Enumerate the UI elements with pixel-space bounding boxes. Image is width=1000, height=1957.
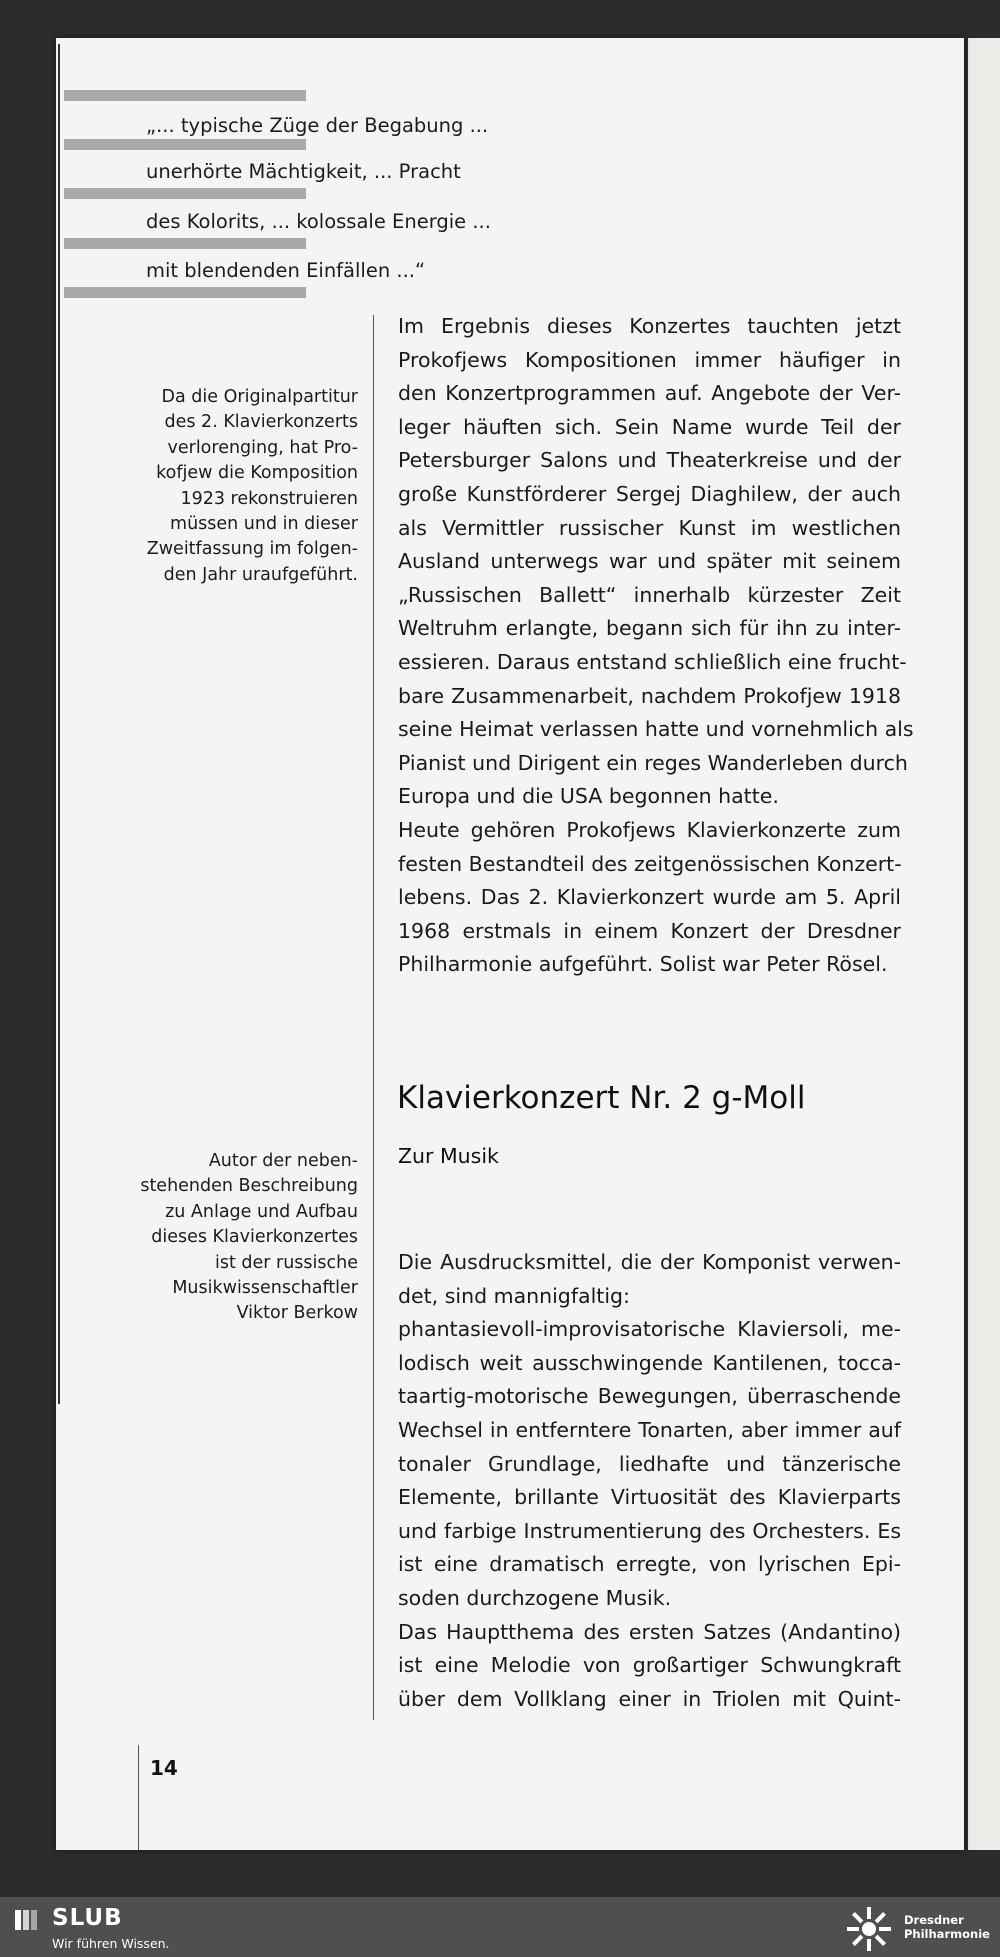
quote-stripe (64, 287, 306, 298)
body-paragraph-top (398, 310, 914, 982)
text-line: ist eine dramatisch erregte, von lyrischen Epi- (398, 1552, 901, 1577)
text-line: Wechsel in entferntere Tonarten, aber immer auf (398, 1417, 901, 1442)
sidenote-line: Viktor Berkow (236, 1303, 358, 1324)
text-line: lebens. Das 2. Klavierkonzert wurde am 5. April (398, 885, 901, 910)
sidenote-original-score (120, 385, 358, 588)
text-line: Elemente, brillante Virtuosität des Klavierparts (398, 1485, 901, 1510)
body-paragraph-bottom (398, 1246, 901, 1716)
text-line: 1968 erstmals in einem Konzert der Dresdner (398, 918, 901, 943)
quote-stripe (64, 90, 306, 101)
text-line: den Konzertprogrammen auf. Angebote der Ver- (398, 381, 901, 406)
sidenote-line: müssen und in dieser (170, 514, 358, 535)
text-line: Petersburger Salons und Theaterkreise und der (398, 448, 901, 473)
text-line: und farbige Instrumentierung des Orchesters. Es (398, 1518, 901, 1543)
text-line: phantasievoll-improvisatorische Klaviersoli, me- (398, 1317, 901, 1342)
quote-line: unerhörte Mächtigkeit, ... Pracht (146, 160, 461, 183)
text-line: große Kunstförderer Sergej Diaghilew, der auch (398, 481, 901, 506)
sidenote-line: Autor der neben- (208, 1151, 358, 1171)
text-line: über dem Vollklang einer in Triolen mit Quint- (398, 1686, 901, 1711)
slub-logo-icon (14, 1908, 38, 1932)
philharmonie-name-line: Dresdner (904, 1913, 964, 1927)
text-line: essieren. Daraus entstand schließlich eine frucht- (398, 649, 907, 674)
quote-line: „... typische Züge der Begabung ... (146, 114, 489, 137)
sidenote-line: ist der russische (214, 1252, 358, 1273)
text-line: seine Heimat verlassen hatte und vornehmlich als (398, 717, 914, 742)
text-line: bare Zusammenarbeit, nachdem Prokofjew 1918 (398, 683, 901, 708)
quote-stripe (64, 139, 306, 150)
section-subheading: Zur Musik (398, 1144, 499, 1168)
text-line: festen Bestandteil des zeitgenössischen Konzert- (398, 851, 902, 876)
text-line: soden durchzogene Musik. (398, 1585, 672, 1610)
quote-stripe (64, 238, 306, 249)
sidenote-line: des 2. Klavierkonzerts (164, 412, 358, 433)
sidenote-line: kofjew die Komposition (156, 463, 358, 484)
quote-stripe (64, 188, 306, 199)
text-line: Weltruhm erlangte, begann sich für ihn zu inter- (398, 616, 901, 641)
sidenote-line: Musikwissenschaftler (172, 1278, 358, 1299)
text-line: det, sind mannigfaltig: (398, 1283, 630, 1308)
text-line: Philharmonie aufgeführt. Solist war Peter Rösel. (398, 952, 888, 977)
text-line: Ausland unterwegs war und später mit seinem (398, 549, 901, 574)
sidenote-line: stehenden Beschreibung (140, 1176, 358, 1197)
sidenote-line: Da die Originalpartitur (161, 387, 358, 407)
slub-tagline: Wir führen Wissen. (52, 1936, 170, 1951)
sidenote-line: den Jahr uraufgeführt. (163, 564, 358, 585)
sidenote-author (120, 1149, 358, 1327)
philharmonie-name-line: Philharmonie (904, 1927, 990, 1941)
text-line: Europa und die USA begonnen hatte. (398, 784, 779, 809)
sidenote-line: dieses Klavierkonzertes (151, 1227, 358, 1248)
page-binding-edge (58, 44, 60, 1404)
text-line: lodisch weit ausschwingende Kantilenen, tocca- (398, 1350, 901, 1375)
sidenote-line: verlorenging, hat Pro- (167, 437, 358, 458)
quote-line: des Kolorits, ... kolossale Energie ... (146, 210, 491, 233)
text-line: Heute gehören Prokofjews Klavierkonzerte zum (398, 817, 901, 842)
text-line: ist eine Melodie von großartiger Schwungkraft (398, 1653, 901, 1678)
text-line: als Vermittler russischer Kunst im westlichen (398, 515, 901, 540)
slub-name: SLUB (52, 1905, 123, 1931)
text-line: Im Ergebnis dieses Konzertes tauchten jetzt (398, 314, 901, 338)
text-line: Prokofjews Kompositionen immer häufiger in (398, 347, 901, 372)
text-line: taartig-motorische Bewegungen, überraschende (398, 1384, 901, 1409)
column-divider (373, 315, 374, 1720)
text-line: „Russischen Ballett“ innerhalb kürzester Zeit (398, 582, 901, 607)
text-line: Das Hauptthema des ersten Satzes (Andantino) (398, 1619, 901, 1644)
sidenote-line: 1923 rekonstruieren (180, 488, 358, 509)
sidenote-line: zu Anlage und Aufbau (165, 1201, 358, 1222)
page-number-divider (138, 1745, 139, 1850)
philharmonie-logo-icon (845, 1905, 893, 1953)
text-line: tonaler Grundlage, liedhafte und tänzerische (398, 1451, 901, 1476)
sidenote-line: Zweitfassung im folgen- (146, 539, 358, 560)
page-number: 14 (150, 1756, 178, 1780)
section-heading: Klavierkonzert Nr. 2 g-Moll (397, 1080, 806, 1116)
text-line: Pianist und Dirigent ein reges Wanderleben durch (398, 750, 908, 775)
text-line: Die Ausdrucksmittel, die der Komponist verwen- (398, 1250, 901, 1274)
philharmonie-name (904, 1913, 990, 1941)
text-line: leger häuften sich. Sein Name wurde Teil der (398, 414, 901, 439)
quote-line: mit blendenden Einfällen ...“ (146, 259, 426, 282)
next-page-edge (968, 38, 1000, 1850)
